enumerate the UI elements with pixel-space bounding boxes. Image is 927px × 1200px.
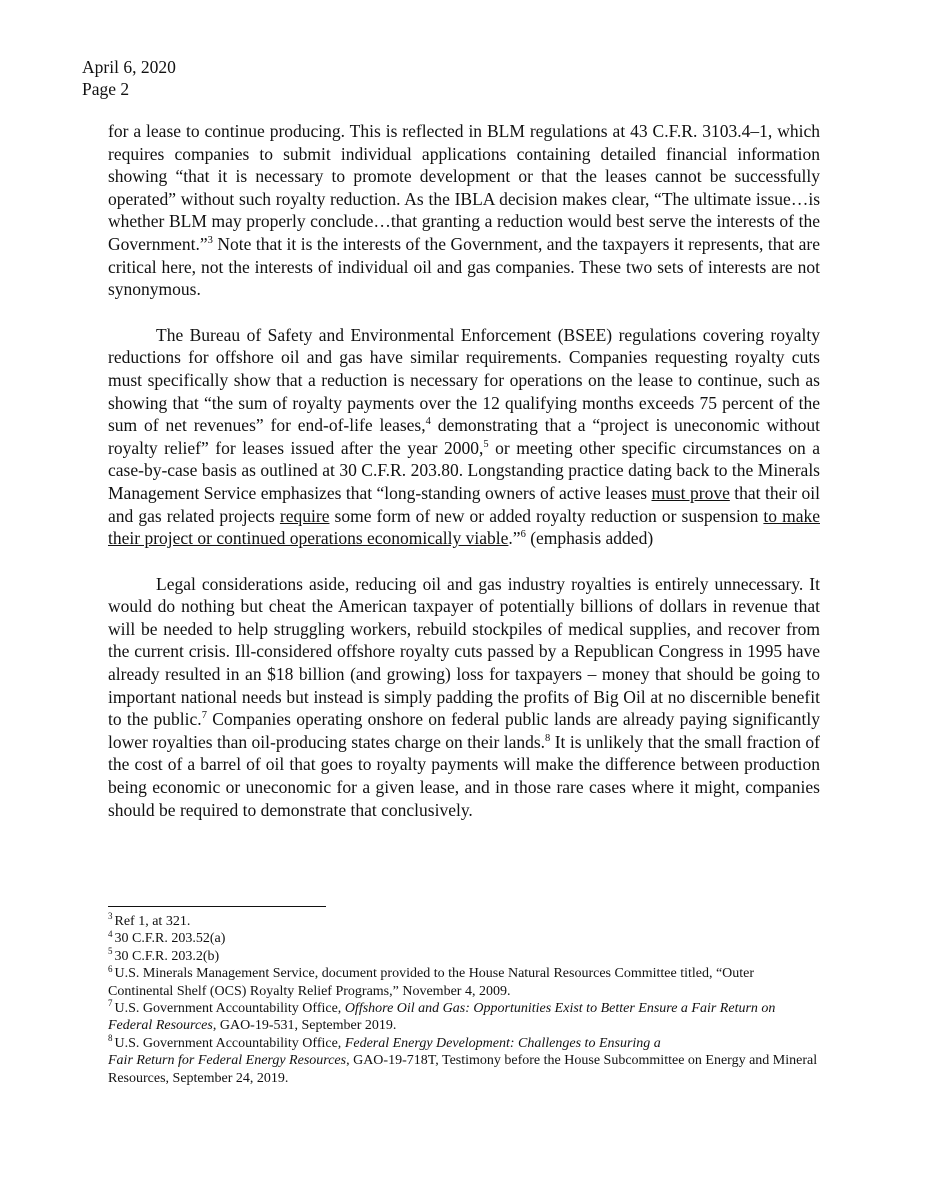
footnotes (108, 913, 820, 1087)
footnote-text: U.S. Government Accountability Office, (114, 1035, 345, 1051)
paragraph-text: The Bureau of Safety and Environmental Enforcement (BSEE) regulations covering royalty reductions for offshore oil and gas have similar requirements. Companies requesting royalty cuts must specifically show that a reduction is necessary for operations on the lease to continue, such as showing that “the sum of royalty payments over the 12 qualifying months exceeds 75 percent of the sum of net revenues” for end-of-life leases, (108, 324, 820, 436)
footnote-ref: 6 (520, 529, 526, 541)
footnote-ref: 3 (207, 235, 213, 247)
paragraph-text: (emphasis added) (525, 528, 654, 549)
footnote-number: 4 (108, 928, 113, 939)
footnote-number: 8 (108, 1033, 113, 1044)
emphasis-underline: must prove (651, 482, 730, 503)
paragraph-text: or meeting other specific circumstances on a case-by-case basis as outlined at 30 C.F.R. 203.80. Longstanding practice dating back to the Minerals Management Service emphasizes that “long-standing owners of active leases (108, 437, 820, 503)
paragraph-2 (108, 324, 820, 550)
page-header (82, 56, 176, 100)
footnote-7 (108, 1000, 820, 1035)
footnote-text: , GAO-19-531, September 2019. (212, 1018, 397, 1034)
footnote-number: 5 (108, 946, 113, 957)
footnote-ref: 4 (425, 416, 431, 428)
paragraph-text: some form of new or added royalty reduction or suspension (329, 505, 764, 526)
paragraph-3 (108, 573, 820, 822)
footnote-number: 3 (108, 911, 113, 922)
paragraph-text: It is unlikely that the small fraction of the cost of a barrel of oil that goes to royalty payments will make the difference between production being economic or uneconomic for a given lease, and in those rare cases where it might, companies should be required to demonstrate that conclusively. (108, 731, 820, 820)
footnote-title: Offshore Oil and Gas: Opportunities Exist to Better Ensure a Fair Return on Federal Resources (108, 1001, 776, 1034)
footnote-ref: 7 (201, 710, 207, 722)
paragraph-text: that their oil and gas related projects (108, 482, 820, 526)
footnote-8 (108, 1035, 820, 1087)
emphasis-underline: require (279, 505, 330, 526)
header-date: April 6, 2020 (82, 57, 176, 77)
paragraph-text: demonstrating that a “project is uneconomic without royalty relief” for leases issued after the year 2000, (108, 415, 820, 458)
paragraph-text: Note that it is the interests of the Government, and the taxpayers it represents, that are critical here, not the interests of individual oil and gas companies. These two sets of interests are not synonymous. (108, 233, 820, 300)
header-page-number: Page 2 (82, 79, 130, 99)
footnote-ref: 8 (545, 733, 551, 745)
footnote-title: Federal Energy Development: Challenges to Ensuring a (344, 1035, 661, 1051)
body-text (108, 120, 820, 844)
paragraph-text: Legal considerations aside, reducing oil and gas industry royalties is entirely unnecessary. It would do nothing but cheat the American taxpayer of potentially billions of dollars in revenue that will be needed to help struggling workers, rebuild stockpiles of medical supplies, and recover from the current crisis. Ill-considered offshore royalty cuts passed by a Republican Congress in 1995 have already resulted in an $18 billion (and growing) loss for taxpayers – money that should be going to important national needs but instead is simply padding the profits of Big Oil at no discernible benefit to the public. (108, 573, 820, 730)
footnote-text: U.S. Government Accountability Office, (114, 1001, 345, 1017)
footnote-3 (108, 913, 820, 930)
footnote-text: Ref 1, at 321. (114, 914, 191, 929)
footnote-text: 30 C.F.R. 203.52(a) (114, 931, 226, 947)
footnote-5 (108, 948, 820, 965)
emphasis-underline: to make their project or continued operations economically viable (108, 505, 820, 549)
footnote-text: U.S. Minerals Management Service, document provided to the House Natural Resources Committee titled, “Outer Continental Shelf (OCS) Royalty Relief Programs,” November 4, 2009. (108, 966, 755, 999)
paragraph-text: .” (508, 528, 521, 549)
paragraph-1 (108, 120, 820, 301)
paragraph-text: Companies operating onshore on federal public lands are already paying significantly lower royalties than oil-producing states charge on their lands. (108, 709, 821, 752)
footnote-title: Fair Return for Federal Energy Resources (108, 1053, 347, 1069)
footnote-number: 6 (108, 963, 113, 974)
footnote-4 (108, 930, 820, 947)
footnote-text: , GAO-19-718T, Testimony before the House Subcommittee on Energy and Mineral Resources, September 24, 2019. (108, 1053, 818, 1086)
footnote-6 (108, 965, 820, 1000)
footnote-text: 30 C.F.R. 203.2(b) (114, 948, 220, 964)
paragraph-text: for a lease to continue producing. This is reflected in BLM regulations at 43 C.F.R. 3103.4–1, which requires companies to submit individual applications containing detailed financial information showing “that it is necessary to promote development or that the leases cannot be successfully operated” without such royalty reduction. As the IBLA decision makes clear, “The ultimate issue…is whether BLM may properly conclude…that granting a reduction would best serve the interests of the Government.” (108, 121, 820, 254)
footnote-number: 7 (108, 998, 113, 1009)
footnote-ref: 5 (483, 438, 489, 450)
footnote-divider (108, 906, 326, 907)
